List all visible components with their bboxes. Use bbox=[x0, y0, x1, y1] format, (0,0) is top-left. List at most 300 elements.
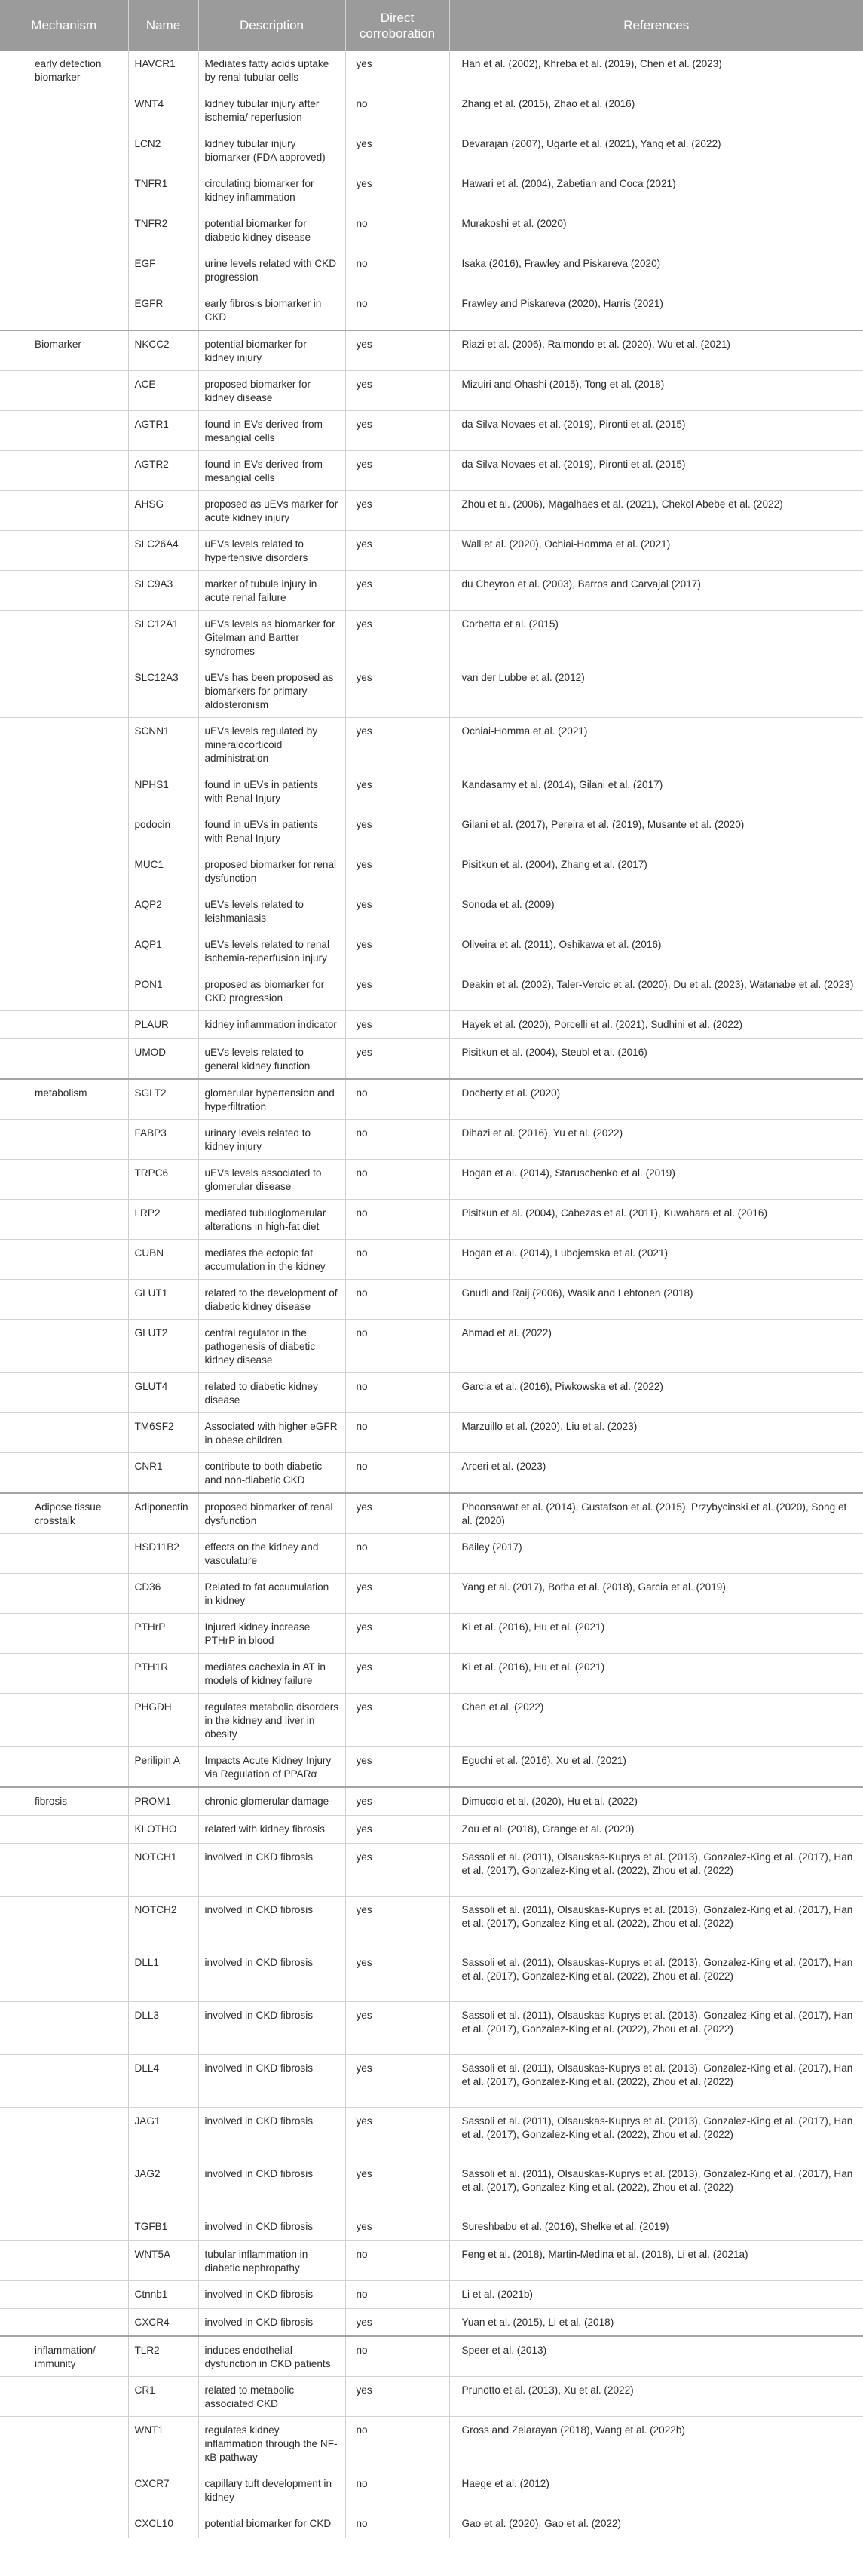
mechanism-cell bbox=[0, 210, 128, 250]
table-row bbox=[0, 2377, 863, 2417]
corroboration-cell: no bbox=[345, 210, 449, 250]
gene-name-cell: PROM1 bbox=[128, 1787, 198, 1815]
corroboration-cell: yes bbox=[345, 1654, 449, 1694]
description-cell: involved in CKD fibrosis bbox=[198, 1896, 345, 1949]
references-cell: Eguchi et al. (2016), Xu et al. (2021) bbox=[449, 1747, 863, 1788]
corroboration-cell: no bbox=[345, 2417, 449, 2470]
corroboration-cell: no bbox=[345, 1280, 449, 1320]
header-direct-corroboration: Direct corroboration bbox=[345, 0, 449, 51]
corroboration-cell: yes bbox=[345, 811, 449, 851]
corroboration-cell: yes bbox=[345, 2213, 449, 2240]
mechanism-cell bbox=[0, 491, 128, 531]
gene-name-cell: CXCL10 bbox=[128, 2510, 198, 2538]
mechanism-cell bbox=[0, 1320, 128, 1373]
gene-name-cell: TLR2 bbox=[128, 2336, 198, 2377]
table-row bbox=[0, 1694, 863, 1747]
references-cell: Devarajan (2007), Ugarte et al. (2021), Yang et al. (2022) bbox=[449, 130, 863, 170]
references-cell: Garcia et al. (2016), Piwkowska et al. (2022) bbox=[449, 1373, 863, 1413]
gene-name-cell: DLL4 bbox=[128, 2054, 198, 2107]
table-row bbox=[0, 2510, 863, 2538]
table-row bbox=[0, 1160, 863, 1200]
mechanism-cell: inflammation/ immunity bbox=[0, 2336, 128, 2377]
references-cell: Hayek et al. (2020), Porcelli et al. (2021), Sudhini et al. (2022) bbox=[449, 1011, 863, 1039]
mechanism-cell bbox=[0, 371, 128, 411]
references-cell: Oliveira et al. (2011), Oshikawa et al. (2016) bbox=[449, 931, 863, 971]
gene-name-cell: PTHrP bbox=[128, 1614, 198, 1654]
references-cell: Pisitkun et al. (2004), Zhang et al. (2017) bbox=[449, 851, 863, 891]
corroboration-cell: yes bbox=[345, 170, 449, 210]
mechanism-cell bbox=[0, 1574, 128, 1614]
description-cell: uEVs levels related to renal ischemia-reperfusion injury bbox=[198, 931, 345, 971]
corroboration-cell: yes bbox=[345, 2160, 449, 2213]
gene-name-cell: MUC1 bbox=[128, 851, 198, 891]
description-cell: tubular inflammation in diabetic nephropathy bbox=[198, 2240, 345, 2280]
mechanism-cell bbox=[0, 2160, 128, 2213]
description-cell: contribute to both diabetic and non-diabetic CKD bbox=[198, 1453, 345, 1494]
references-cell: Deakin et al. (2002), Taler-Vercic et al. (2020), Du et al. (2023), Watanabe et al. (2023) bbox=[449, 971, 863, 1011]
table-row bbox=[0, 130, 863, 170]
mechanism-cell bbox=[0, 1694, 128, 1747]
references-cell: Murakoshi et al. (2020) bbox=[449, 210, 863, 250]
description-cell: uEVs levels related to general kidney function bbox=[198, 1039, 345, 1080]
description-cell: mediated tubuloglomerular alterations in high-fat diet bbox=[198, 1200, 345, 1240]
gene-name-cell: WNT4 bbox=[128, 90, 198, 130]
corroboration-cell: no bbox=[345, 1120, 449, 1160]
gene-name-cell: CXCR4 bbox=[128, 2308, 198, 2336]
corroboration-cell: yes bbox=[345, 1614, 449, 1654]
description-cell: uEVs levels as biomarker for Gitelman and Bartter syndromes bbox=[198, 611, 345, 664]
gene-name-cell: Perilipin A bbox=[128, 1747, 198, 1788]
mechanism-cell bbox=[0, 1453, 128, 1494]
description-cell: potential biomarker for diabetic kidney disease bbox=[198, 210, 345, 250]
mechanism-cell: metabolism bbox=[0, 1079, 128, 1120]
gene-name-cell: AQP2 bbox=[128, 891, 198, 931]
description-cell: kidney inflammation indicator bbox=[198, 1011, 345, 1039]
table-row bbox=[0, 2160, 863, 2213]
corroboration-cell: no bbox=[345, 1160, 449, 1200]
description-cell: regulates metabolic disorders in the kidney and liver in obesity bbox=[198, 1694, 345, 1747]
description-cell: chronic glomerular damage bbox=[198, 1787, 345, 1815]
mechanism-cell bbox=[0, 2240, 128, 2280]
references-cell: Mizuiri and Ohashi (2015), Tong et al. (2018) bbox=[449, 371, 863, 411]
mechanism-cell bbox=[0, 1747, 128, 1788]
table-row bbox=[0, 1373, 863, 1413]
description-cell: related to metabolic associated CKD bbox=[198, 2377, 345, 2417]
references-cell: Feng et al. (2018), Martin-Medina et al. (2018), Li et al. (2021a) bbox=[449, 2240, 863, 2280]
mechanism-cell bbox=[0, 1011, 128, 1039]
table-row bbox=[0, 2054, 863, 2107]
table-row bbox=[0, 1787, 863, 1815]
references-cell: Gnudi and Raij (2006), Wasik and Lehtonen (2018) bbox=[449, 1280, 863, 1320]
table-row bbox=[0, 1011, 863, 1039]
header-name: Name bbox=[128, 0, 198, 51]
references-cell: Sureshbabu et al. (2016), Shelke et al. (2019) bbox=[449, 2213, 863, 2240]
mechanism-cell bbox=[0, 1200, 128, 1240]
references-cell: Speer et al. (2013) bbox=[449, 2336, 863, 2377]
table-row bbox=[0, 2001, 863, 2054]
references-cell: Prunotto et al. (2013), Xu et al. (2022) bbox=[449, 2377, 863, 2417]
description-cell: potential biomarker for CKD bbox=[198, 2510, 345, 2538]
description-cell: potential biomarker for kidney injury bbox=[198, 330, 345, 371]
corroboration-cell: no bbox=[345, 1413, 449, 1453]
mechanism-cell bbox=[0, 611, 128, 664]
description-cell: early fibrosis biomarker in CKD bbox=[198, 290, 345, 331]
references-cell: Pisitkun et al. (2004), Steubl et al. (2016) bbox=[449, 1039, 863, 1080]
description-cell: proposed as biomarker for CKD progression bbox=[198, 971, 345, 1011]
table-row bbox=[0, 811, 863, 851]
references-cell: Han et al. (2002), Khreba et al. (2019), Chen et al. (2023) bbox=[449, 51, 863, 90]
corroboration-cell: yes bbox=[345, 371, 449, 411]
references-cell: Hogan et al. (2014), Lubojemska et al. (2021) bbox=[449, 1240, 863, 1280]
mechanism-cell bbox=[0, 1120, 128, 1160]
table-row bbox=[0, 2213, 863, 2240]
description-cell: Impacts Acute Kidney Injury via Regulation of PPARα bbox=[198, 1747, 345, 1788]
corroboration-cell: no bbox=[345, 1453, 449, 1494]
corroboration-cell: yes bbox=[345, 771, 449, 811]
corroboration-cell: yes bbox=[345, 330, 449, 371]
table-row bbox=[0, 2280, 863, 2308]
corroboration-cell: yes bbox=[345, 1896, 449, 1949]
corroboration-cell: no bbox=[345, 2470, 449, 2510]
corroboration-cell: yes bbox=[345, 1574, 449, 1614]
references-cell: Sassoli et al. (2011), Olsauskas-Kuprys et al. (2013), Gonzalez-King et al. (2017), Han et al. (2017), Gonzalez-King et al. (2022), Zhou et al. (2022) bbox=[449, 1896, 863, 1949]
table-row bbox=[0, 170, 863, 210]
corroboration-cell: yes bbox=[345, 2308, 449, 2336]
mechanism-cell bbox=[0, 571, 128, 611]
description-cell: involved in CKD fibrosis bbox=[198, 2107, 345, 2160]
table-row bbox=[0, 1240, 863, 1280]
table-row bbox=[0, 1896, 863, 1949]
table-row bbox=[0, 1614, 863, 1654]
gene-name-cell: EGF bbox=[128, 250, 198, 290]
references-cell: Dimuccio et al. (2020), Hu et al. (2022) bbox=[449, 1787, 863, 1815]
references-cell: Bailey (2017) bbox=[449, 1534, 863, 1574]
mechanism-cell bbox=[0, 811, 128, 851]
description-cell: Mediates fatty acids uptake by renal tubular cells bbox=[198, 51, 345, 90]
corroboration-cell: yes bbox=[345, 2107, 449, 2160]
mechanism-cell bbox=[0, 1039, 128, 1080]
references-cell: Ahmad et al. (2022) bbox=[449, 1320, 863, 1373]
table-row bbox=[0, 90, 863, 130]
description-cell: proposed as uEVs marker for acute kidney injury bbox=[198, 491, 345, 531]
table-row bbox=[0, 290, 863, 331]
mechanism-cell bbox=[0, 1843, 128, 1896]
mechanism-cell bbox=[0, 851, 128, 891]
corroboration-cell: yes bbox=[345, 931, 449, 971]
description-cell: kidney tubular injury after ischemia/ reperfusion bbox=[198, 90, 345, 130]
description-cell: involved in CKD fibrosis bbox=[198, 2054, 345, 2107]
corroboration-cell: no bbox=[345, 2510, 449, 2538]
table-row bbox=[0, 51, 863, 90]
gene-name-cell: GLUT4 bbox=[128, 1373, 198, 1413]
references-cell: du Cheyron et al. (2003), Barros and Carvajal (2017) bbox=[449, 571, 863, 611]
mechanism-cell bbox=[0, 2107, 128, 2160]
gene-name-cell: GLUT1 bbox=[128, 1280, 198, 1320]
mechanism-cell bbox=[0, 971, 128, 1011]
references-cell: Yang et al. (2017), Botha et al. (2018), Garcia et al. (2019) bbox=[449, 1574, 863, 1614]
gene-name-cell: JAG2 bbox=[128, 2160, 198, 2213]
mechanism-cell bbox=[0, 1160, 128, 1200]
table-row bbox=[0, 1534, 863, 1574]
corroboration-cell: yes bbox=[345, 571, 449, 611]
corroboration-cell: yes bbox=[345, 1493, 449, 1534]
description-cell: related to the development of diabetic kidney disease bbox=[198, 1280, 345, 1320]
description-cell: uEVs levels regulated by mineralocorticoid administration bbox=[198, 718, 345, 771]
gene-name-cell: GLUT2 bbox=[128, 1320, 198, 1373]
references-cell: Pisitkun et al. (2004), Cabezas et al. (2011), Kuwahara et al. (2016) bbox=[449, 1200, 863, 1240]
corroboration-cell: yes bbox=[345, 664, 449, 718]
table-body bbox=[0, 51, 863, 2538]
mechanism-cell bbox=[0, 1280, 128, 1320]
mechanism-cell bbox=[0, 2308, 128, 2336]
table-row bbox=[0, 1815, 863, 1843]
corroboration-cell: no bbox=[345, 250, 449, 290]
gene-name-cell: TGFB1 bbox=[128, 2213, 198, 2240]
table-row bbox=[0, 2107, 863, 2160]
references-cell: Sassoli et al. (2011), Olsauskas-Kuprys et al. (2013), Gonzalez-King et al. (2017), Han et al. (2017), Gonzalez-King et al. (2022), Zhou et al. (2022) bbox=[449, 2107, 863, 2160]
description-cell: involved in CKD fibrosis bbox=[198, 2308, 345, 2336]
table-row bbox=[0, 451, 863, 491]
description-cell: Related to fat accumulation in kidney bbox=[198, 1574, 345, 1614]
mechanism-cell bbox=[0, 90, 128, 130]
gene-name-cell: CD36 bbox=[128, 1574, 198, 1614]
gene-name-cell: NPHS1 bbox=[128, 771, 198, 811]
gene-name-cell: SLC26A4 bbox=[128, 531, 198, 571]
references-cell: Corbetta et al. (2015) bbox=[449, 611, 863, 664]
corroboration-cell: yes bbox=[345, 1039, 449, 1080]
table-row bbox=[0, 931, 863, 971]
gene-name-cell: EGFR bbox=[128, 290, 198, 331]
references-cell: Ochiai-Homma et al. (2021) bbox=[449, 718, 863, 771]
table-row bbox=[0, 210, 863, 250]
corroboration-cell: yes bbox=[345, 1843, 449, 1896]
corroboration-cell: yes bbox=[345, 1747, 449, 1788]
mechanism-cell bbox=[0, 2417, 128, 2470]
corroboration-cell: yes bbox=[345, 411, 449, 451]
description-cell: uEVs levels related to leishmaniasis bbox=[198, 891, 345, 931]
references-cell: Chen et al. (2022) bbox=[449, 1694, 863, 1747]
gene-name-cell: PON1 bbox=[128, 971, 198, 1011]
corroboration-cell: no bbox=[345, 1534, 449, 1574]
description-cell: proposed biomarker for kidney disease bbox=[198, 371, 345, 411]
references-cell: Ki et al. (2016), Hu et al. (2021) bbox=[449, 1614, 863, 1654]
description-cell: mediates cachexia in AT in models of kidney failure bbox=[198, 1654, 345, 1694]
mechanism-cell: early detection biomarker bbox=[0, 51, 128, 90]
table-row bbox=[0, 771, 863, 811]
table-row bbox=[0, 1280, 863, 1320]
description-cell: urinary levels related to kidney injury bbox=[198, 1120, 345, 1160]
references-cell: Frawley and Piskareva (2020), Harris (2021) bbox=[449, 290, 863, 331]
references-cell: Zhou et al. (2006), Magalhaes et al. (2021), Chekol Abebe et al. (2022) bbox=[449, 491, 863, 531]
gene-name-cell: AQP1 bbox=[128, 931, 198, 971]
corroboration-cell: no bbox=[345, 290, 449, 331]
table-row bbox=[0, 250, 863, 290]
corroboration-cell: no bbox=[345, 1320, 449, 1373]
table-row bbox=[0, 2308, 863, 2336]
table-row bbox=[0, 1039, 863, 1080]
header-row bbox=[0, 0, 863, 51]
description-cell: Associated with higher eGFR in obese children bbox=[198, 1413, 345, 1453]
mechanism-cell bbox=[0, 891, 128, 931]
table-row bbox=[0, 1320, 863, 1373]
corroboration-cell: yes bbox=[345, 130, 449, 170]
gene-name-cell: NOTCH1 bbox=[128, 1843, 198, 1896]
references-cell: Docherty et al. (2020) bbox=[449, 1079, 863, 1120]
table-row bbox=[0, 2240, 863, 2280]
description-cell: induces endothelial dysfunction in CKD patients bbox=[198, 2336, 345, 2377]
mechanism-cell bbox=[0, 451, 128, 491]
table-row bbox=[0, 1747, 863, 1788]
description-cell: involved in CKD fibrosis bbox=[198, 2160, 345, 2213]
gene-name-cell: CNR1 bbox=[128, 1453, 198, 1494]
description-cell: involved in CKD fibrosis bbox=[198, 2001, 345, 2054]
gene-name-cell: TRPC6 bbox=[128, 1160, 198, 1200]
table-row bbox=[0, 971, 863, 1011]
gene-name-cell: SGLT2 bbox=[128, 1079, 198, 1120]
corroboration-cell: no bbox=[345, 1079, 449, 1120]
mechanism-cell bbox=[0, 2213, 128, 2240]
corroboration-cell: yes bbox=[345, 1011, 449, 1039]
corroboration-cell: yes bbox=[345, 718, 449, 771]
gene-name-cell: PLAUR bbox=[128, 1011, 198, 1039]
gene-name-cell: DLL1 bbox=[128, 1949, 198, 2001]
gene-name-cell: ACE bbox=[128, 371, 198, 411]
table-row bbox=[0, 1200, 863, 1240]
description-cell: proposed biomarker of renal dysfunction bbox=[198, 1493, 345, 1534]
table-row bbox=[0, 891, 863, 931]
mechanism-cell bbox=[0, 1373, 128, 1413]
table-row bbox=[0, 851, 863, 891]
corroboration-cell: yes bbox=[345, 2001, 449, 2054]
table-row bbox=[0, 1453, 863, 1494]
references-cell: Sassoli et al. (2011), Olsauskas-Kuprys et al. (2013), Gonzalez-King et al. (2017), Han et al. (2017), Gonzalez-King et al. (2022), Zhou et al. (2022) bbox=[449, 1949, 863, 2001]
header-references: References bbox=[449, 0, 863, 51]
mechanism-cell bbox=[0, 664, 128, 718]
description-cell: capillary tuft development in kidney bbox=[198, 2470, 345, 2510]
references-cell: Dihazi et al. (2016), Yu et al. (2022) bbox=[449, 1120, 863, 1160]
mechanism-cell bbox=[0, 1815, 128, 1843]
description-cell: involved in CKD fibrosis bbox=[198, 2280, 345, 2308]
corroboration-cell: no bbox=[345, 2336, 449, 2377]
references-cell: Gross and Zelarayan (2018), Wang et al. (2022b) bbox=[449, 2417, 863, 2470]
mechanism-cell bbox=[0, 2470, 128, 2510]
mechanism-cell bbox=[0, 531, 128, 571]
table-row bbox=[0, 330, 863, 371]
mechanism-cell bbox=[0, 1534, 128, 1574]
gene-name-cell: KLOTHO bbox=[128, 1815, 198, 1843]
mechanism-cell bbox=[0, 2510, 128, 2538]
gene-name-cell: PTH1R bbox=[128, 1654, 198, 1694]
table-row bbox=[0, 1413, 863, 1453]
gene-name-cell: WNT5A bbox=[128, 2240, 198, 2280]
gene-name-cell: Ctnnb1 bbox=[128, 2280, 198, 2308]
description-cell: found in EVs derived from mesangial cells bbox=[198, 451, 345, 491]
corroboration-cell: no bbox=[345, 2280, 449, 2308]
references-cell: Wall et al. (2020), Ochiai-Homma et al. (2021) bbox=[449, 531, 863, 571]
references-cell: Isaka (2016), Frawley and Piskareva (2020) bbox=[449, 250, 863, 290]
gene-name-cell: SLC12A1 bbox=[128, 611, 198, 664]
gene-name-cell: UMOD bbox=[128, 1039, 198, 1080]
gene-name-cell: podocin bbox=[128, 811, 198, 851]
references-cell: Sassoli et al. (2011), Olsauskas-Kuprys et al. (2013), Gonzalez-King et al. (2017), Han et al. (2017), Gonzalez-King et al. (2022), Zhou et al. (2022) bbox=[449, 2160, 863, 2213]
references-cell: Riazi et al. (2006), Raimondo et al. (2020), Wu et al. (2021) bbox=[449, 330, 863, 371]
references-cell: Zou et al. (2018), Grange et al. (2020) bbox=[449, 1815, 863, 1843]
references-cell: Marzuillo et al. (2020), Liu et al. (2023) bbox=[449, 1413, 863, 1453]
header-mechanism: Mechanism bbox=[0, 0, 128, 51]
mechanism-cell bbox=[0, 718, 128, 771]
description-cell: kidney tubular injury biomarker (FDA approved) bbox=[198, 130, 345, 170]
references-cell: da Silva Novaes et al. (2019), Pironti et al. (2015) bbox=[449, 451, 863, 491]
gene-name-cell: JAG1 bbox=[128, 2107, 198, 2160]
table-row bbox=[0, 371, 863, 411]
references-cell: Kandasamy et al. (2014), Gilani et al. (2017) bbox=[449, 771, 863, 811]
description-cell: uEVs levels associated to glomerular disease bbox=[198, 1160, 345, 1200]
table-row bbox=[0, 531, 863, 571]
corroboration-cell: no bbox=[345, 1240, 449, 1280]
description-cell: uEVs levels related to hypertensive disorders bbox=[198, 531, 345, 571]
gene-name-cell: NOTCH2 bbox=[128, 1896, 198, 1949]
description-cell: found in EVs derived from mesangial cells bbox=[198, 411, 345, 451]
mechanism-cell: fibrosis bbox=[0, 1787, 128, 1815]
mechanism-cell bbox=[0, 771, 128, 811]
table-row bbox=[0, 1654, 863, 1694]
gene-name-cell: PHGDH bbox=[128, 1694, 198, 1747]
corroboration-cell: yes bbox=[345, 1815, 449, 1843]
gene-name-cell: AGTR2 bbox=[128, 451, 198, 491]
mechanism-cell bbox=[0, 2280, 128, 2308]
description-cell: found in uEVs in patients with Renal Injury bbox=[198, 811, 345, 851]
corroboration-cell: yes bbox=[345, 2377, 449, 2417]
description-cell: related to diabetic kidney disease bbox=[198, 1373, 345, 1413]
table-row bbox=[0, 1949, 863, 2001]
mechanism-cell bbox=[0, 1614, 128, 1654]
description-cell: marker of tubule injury in acute renal failure bbox=[198, 571, 345, 611]
table-row bbox=[0, 2417, 863, 2470]
table-row bbox=[0, 2470, 863, 2510]
references-cell: Hogan et al. (2014), Staruschenko et al. (2019) bbox=[449, 1160, 863, 1200]
references-cell: Sassoli et al. (2011), Olsauskas-Kuprys et al. (2013), Gonzalez-King et al. (2017), Han et al. (2017), Gonzalez-King et al. (2022), Zhou et al. (2022) bbox=[449, 2054, 863, 2107]
gene-name-cell: HSD11B2 bbox=[128, 1534, 198, 1574]
references-cell: van der Lubbe et al. (2012) bbox=[449, 664, 863, 718]
table-row bbox=[0, 2336, 863, 2377]
references-cell: Yuan et al. (2015), Li et al. (2018) bbox=[449, 2308, 863, 2336]
corroboration-cell: yes bbox=[345, 451, 449, 491]
table-row bbox=[0, 491, 863, 531]
description-cell: proposed biomarker for renal dysfunction bbox=[198, 851, 345, 891]
references-cell: Arceri et al. (2023) bbox=[449, 1453, 863, 1494]
gene-name-cell: AGTR1 bbox=[128, 411, 198, 451]
table-row bbox=[0, 571, 863, 611]
corroboration-cell: yes bbox=[345, 1787, 449, 1815]
mechanism-cell bbox=[0, 931, 128, 971]
description-cell: urine levels related with CKD progression bbox=[198, 250, 345, 290]
table-row bbox=[0, 718, 863, 771]
gene-name-cell: TNFR2 bbox=[128, 210, 198, 250]
corroboration-cell: no bbox=[345, 1200, 449, 1240]
description-cell: involved in CKD fibrosis bbox=[198, 1843, 345, 1896]
corroboration-cell: no bbox=[345, 2240, 449, 2280]
references-cell: Haege et al. (2012) bbox=[449, 2470, 863, 2510]
references-cell: Li et al. (2021b) bbox=[449, 2280, 863, 2308]
mechanism-cell bbox=[0, 2054, 128, 2107]
gene-name-cell: Adiponectin bbox=[128, 1493, 198, 1534]
description-cell: central regulator in the pathogenesis of diabetic kidney disease bbox=[198, 1320, 345, 1373]
header-description: Description bbox=[198, 0, 345, 51]
mechanism-cell: Adipose tissue crosstalk bbox=[0, 1493, 128, 1534]
gene-name-cell: TNFR1 bbox=[128, 170, 198, 210]
references-cell: Gao et al. (2020), Gao et al. (2022) bbox=[449, 2510, 863, 2538]
table-row bbox=[0, 1079, 863, 1120]
